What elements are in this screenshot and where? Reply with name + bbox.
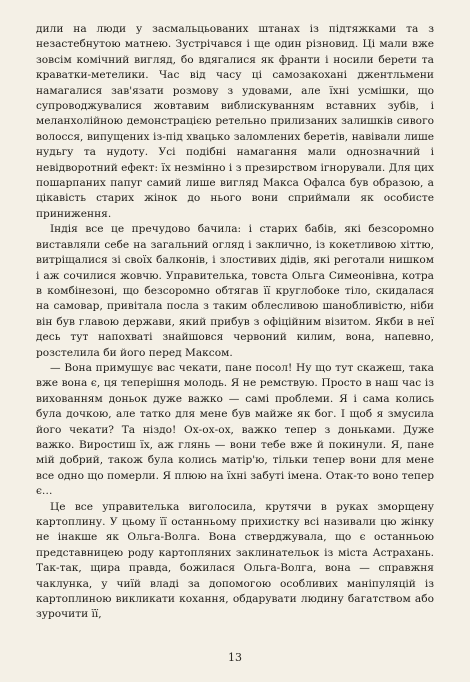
paragraph-2: Індія все це пречудово бачила: і старих бабів, які безсоромно виставляли себе на загальний огляд і заклично, із кокетливою хіттю, витріщалися зі своїх балконів, і злостивих дідів, які реготали нишком і аж сочилися жовчю. Управителька, товста Ольга Симеонівна, котра в комбінезоні, що безсоромно обтягав її круглобоке тіло, скидалася на самовар, привітала посла з таким облесливою шанобливістю, ніби він був главою держави, який прибув з офіційним візитом. Якби в неї десь тут напохваті знайшовся червоний килим, вона, напевно, розстелила би його перед Максом. [36, 223, 434, 359]
paragraph-4: Це все управителька виголосила, крутячи в руках зморщену картоплину. У цьому її останньому прихистку всі називали цю жінку не інакше як Ольга-Волга. Вона стверджувала, що є останньою представницею роду картопляних заклинательок із міста Астрахань. Так-так, щира правда, божилася Ольга-Волга, вона — справжня чаклунка, у чиїй владі за допомогою особливих маніпуляцій із картоплиною викликати кохання, обдарувати людину багатством або зурочити її, [36, 500, 434, 621]
body-text [36, 22, 434, 623]
paragraph-1: дили на люди у засмальцьованих штанах із підтяжками та з незастебнутою матнею. Зустрічався і ще один різновид. Ці мали вже зовсім комічний вигляд, бо вдягалися як франти і носили берети та краватки-метелики. Час від часу ці самозакохані джентльмени намагалися зав'язати розмову з удовами, але їхні усмішки, що супроводжувалися жовтавим виблискуванням вставних зубів, і меланхолійною демонстрацією ретельно прилизаних залишків сивого волосся, випущених із-під хвацько заломлених беретів, навівали лише нудьгу та нудоту. Усі подібні намагання мали однозначний і невідворотний ефект: їх незмінно і з презирством ігнорували. Для цих пошарпаних папуг самий лише вигляд Макса Офалса був образою, а цікавість старих жінок до нього вони сприймали як особисте приниження. [36, 23, 434, 220]
paragraph-3: — Вона примушує вас чекати, пане посол! Ну що тут скажеш, така вже вона є, ця теперішня молодь. Я не ремствую. Просто в наш час із вихованням доньок дуже важко — самі проблеми. Я і сама колись була дочкою, але татко для мене був майже як бог. І щоб я змусила його чекати? Та ніздо! Ох-ох-ох, важко тепер з доньками. Дуже важко. Виростиш їх, аж глянь — вони тебе вже й покинули. Я, пане мій добрий, також була колись матір'ю, тільки тепер вони для мене все одно що померли. Я плюю на їхні забуті імена. Отак-то воно тепер є… [36, 361, 434, 498]
page-number: 13 [228, 651, 242, 664]
